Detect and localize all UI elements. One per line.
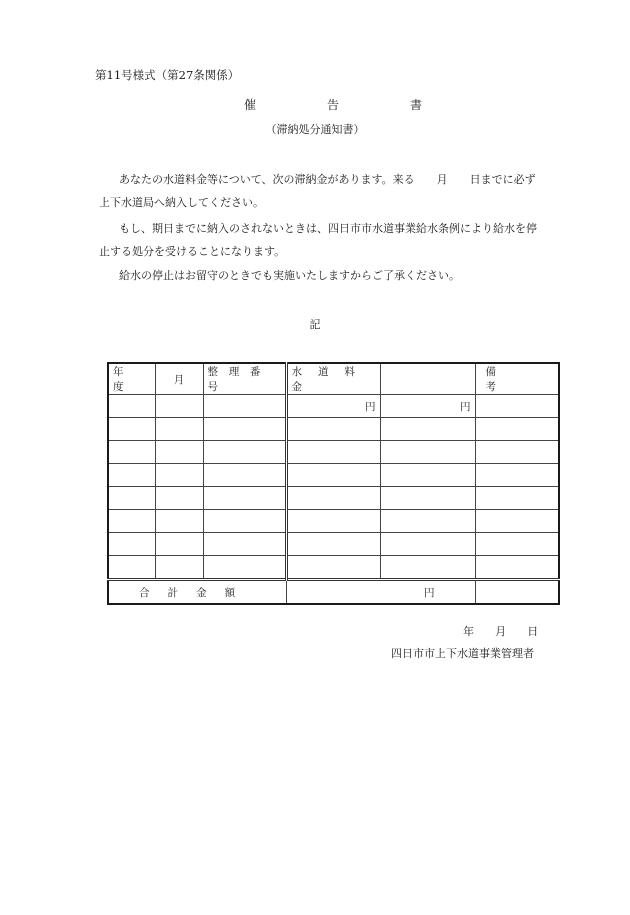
paragraph-1-line-1: あなたの水道料金等について、次の滞納金があります。来る 月 日までに必ず <box>119 173 536 186</box>
ki-heading: 記 <box>309 318 321 331</box>
table-cell[interactable] <box>475 487 559 510</box>
col-header-water-charge: 水 道 料 金 <box>286 363 380 395</box>
table-cell[interactable] <box>286 487 380 510</box>
table-cell[interactable] <box>203 487 286 510</box>
table-cell[interactable] <box>203 533 286 556</box>
col-header-blank <box>380 363 475 395</box>
paragraph-3: 給水の停止はお留守のときでも実施いたしますからご了承ください。 <box>119 269 460 282</box>
table-cell[interactable] <box>286 441 380 464</box>
table-cell[interactable] <box>380 556 475 580</box>
table-cell[interactable] <box>286 533 380 556</box>
table-cell[interactable] <box>475 556 559 580</box>
table-header-row <box>108 363 559 395</box>
table-cell[interactable] <box>380 441 475 464</box>
col-header-reference-number: 整 理 番 号 <box>203 363 286 395</box>
table-cell[interactable] <box>203 418 286 441</box>
table-cell[interactable] <box>380 418 475 441</box>
table-cell[interactable] <box>203 441 286 464</box>
table-cell[interactable] <box>380 533 475 556</box>
table-row <box>108 395 559 418</box>
col-header-month: 月 <box>155 363 203 395</box>
table-cell[interactable] <box>203 510 286 533</box>
table-cell[interactable] <box>108 395 155 418</box>
col-header-year: 年 度 <box>108 363 155 395</box>
table-cell[interactable] <box>475 533 559 556</box>
table-cell[interactable] <box>108 533 155 556</box>
col-header-remarks: 備 考 <box>475 363 559 395</box>
table-cell[interactable] <box>475 395 559 418</box>
table-cell[interactable] <box>475 418 559 441</box>
table-row <box>108 418 559 441</box>
table-cell[interactable] <box>475 510 559 533</box>
paragraph-1-line-2: 上下水道局へ納入してください。 <box>99 196 264 209</box>
table-cell[interactable] <box>286 418 380 441</box>
table-row <box>108 510 559 533</box>
table-cell[interactable] <box>155 464 203 487</box>
table-cell[interactable] <box>155 487 203 510</box>
date-line: 年 月 日 <box>463 625 539 638</box>
table-row <box>108 441 559 464</box>
table-cell[interactable] <box>108 556 155 580</box>
title-char-2: 告 <box>327 98 340 112</box>
table-cell[interactable] <box>155 510 203 533</box>
yen-unit: 円 <box>286 395 380 418</box>
table-cell[interactable] <box>108 487 155 510</box>
table-cell[interactable] <box>108 464 155 487</box>
table-cell[interactable] <box>380 487 475 510</box>
total-label: 合 計 金 額 <box>108 580 286 605</box>
table-cell[interactable] <box>155 533 203 556</box>
table-row <box>108 556 559 580</box>
table-cell[interactable] <box>475 464 559 487</box>
table-cell[interactable] <box>155 556 203 580</box>
table-cell[interactable] <box>155 418 203 441</box>
table-cell[interactable] <box>203 395 286 418</box>
table-cell[interactable] <box>380 464 475 487</box>
document-subtitle: （滞納処分通知書） <box>265 123 365 136</box>
arrears-table <box>107 362 560 605</box>
yen-unit: 円 <box>380 395 475 418</box>
table-cell[interactable] <box>286 464 380 487</box>
table-row <box>108 533 559 556</box>
form-number: 第11号様式（第27条関係） <box>95 68 240 82</box>
paragraph-2-line-2: 止する処分を受けることになります。 <box>99 245 286 258</box>
table-cell[interactable] <box>108 418 155 441</box>
paragraph-2-line-1: もし、期日までに納入のされないときは、四日市市水道事業給水条例により給水を停 <box>119 222 537 235</box>
table-cell[interactable] <box>203 464 286 487</box>
manager-title: 四日市市上下水道事業管理者 <box>391 647 534 660</box>
total-yen: 円 <box>286 580 475 605</box>
table-row <box>108 487 559 510</box>
table-cell[interactable] <box>155 441 203 464</box>
total-row <box>108 580 559 605</box>
table-cell[interactable] <box>108 510 155 533</box>
table-cell[interactable] <box>203 556 286 580</box>
total-blank-cell <box>475 580 559 605</box>
table-row <box>108 464 559 487</box>
table-cell[interactable] <box>286 556 380 580</box>
table-cell[interactable] <box>475 441 559 464</box>
table-cell[interactable] <box>155 395 203 418</box>
table-cell[interactable] <box>108 441 155 464</box>
title-char-3: 書 <box>410 98 423 112</box>
table-cell[interactable] <box>286 510 380 533</box>
table-cell[interactable] <box>380 510 475 533</box>
title-char-1: 催 <box>244 98 257 112</box>
